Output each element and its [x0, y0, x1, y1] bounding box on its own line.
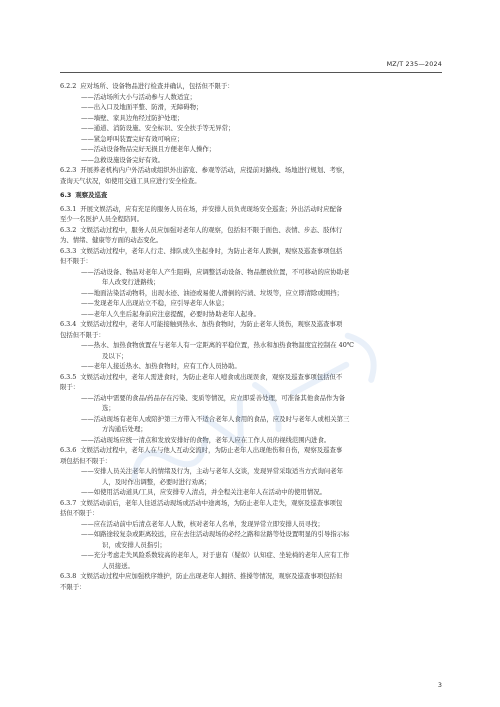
document-line — [60, 393, 444, 404]
clause-text: ——活动场所大小与活动参与人数适宜； — [81, 92, 197, 101]
clause-text: ——发现老年人出现站立不稳，应引导老年人休息； — [81, 299, 228, 307]
document-line — [60, 123, 444, 134]
clause-text: ——紧急呼叫装置完好有效可响应； — [81, 134, 184, 143]
document-body — [60, 81, 444, 592]
clause-number: 6.3.2 — [60, 225, 77, 234]
clause-text: ——活动中需要的食品/药品存在污染、变质等情况，应立即妥善处理，可准备其他食品作为备 — [81, 393, 346, 402]
clause-number: 6.3.4 — [60, 320, 77, 328]
clause-number: 6.3.8 — [60, 572, 77, 580]
document-line — [60, 571, 444, 582]
section-heading — [60, 190, 444, 201]
clause-number: 6.3.3 — [60, 246, 77, 255]
document-line — [60, 340, 444, 351]
clause-text: 文娱活动过程中，老年人可能接触到热水、加热食物时，为防止老年人烫伤，观察及巡查事项 — [80, 320, 343, 328]
document-line — [60, 309, 444, 320]
clause-text: 文娱活动过程中，服务人员应加强对老年人的观察，包括但不限于面色、表情、步态、肢体行 — [80, 225, 343, 234]
document-line — [60, 550, 444, 561]
document-line — [60, 144, 444, 155]
document-line — [60, 214, 444, 225]
document-line — [60, 361, 444, 372]
document-line — [60, 330, 444, 341]
clause-number: 6.3.6 — [60, 446, 77, 454]
clause-text: ——出入口及地面平整、防滑，无障碍物； — [81, 103, 203, 111]
document-line — [60, 508, 444, 519]
document-line — [60, 519, 444, 530]
clause-number: 6.3.5 — [60, 372, 77, 381]
document-line — [60, 277, 444, 288]
document-line — [60, 424, 444, 435]
document-line — [60, 204, 444, 215]
clause-text: ——如使用活动道具/工具，应安排专人清点，并全程关注老年人在活动中的使用情况。 — [81, 488, 326, 496]
clause-text: ——活动设备、物品对老年人产生阻碍，应调整活动设备、物品摆放位置，不可移动的应协助老 — [81, 267, 350, 276]
clause-text: 文娱活动过程中，老年人在与他人互动交流时，为防止老年人出现他伤和自伤，观察及巡查事 — [80, 446, 343, 454]
document-line — [60, 414, 444, 425]
document-line — [60, 582, 444, 593]
document-line — [60, 351, 444, 362]
document-line — [60, 256, 444, 267]
document-line — [60, 445, 444, 456]
clause-text: ——热水、加热食物放置在与老年人有一定距离的平稳位置，热水和加热食物温度宜控制在 40℃ — [81, 341, 354, 349]
clause-text: 限于： — [60, 383, 80, 391]
clause-number: 6.3.1 — [60, 204, 77, 213]
clause-text: ——活动现场有老年人或陪护第三方带入不适合老年人食用的食品，应及时与老年人或相关第三 — [81, 414, 350, 423]
document-line — [60, 561, 444, 572]
document-line — [60, 176, 444, 187]
clause-text: 应对场所、设备物品进行检查并确认，包括但不限于： — [80, 82, 234, 90]
clause-text: ——老年人接近热水、加热食物时，应有工作人员协助。 — [81, 362, 241, 370]
clause-text: ——安排人员关注老年人的情绪及行为，主动与老年人交谈，发现异常采取适当方式询问老年 — [81, 467, 344, 475]
header-rule — [60, 72, 442, 73]
document-line — [60, 165, 444, 176]
clause-text: 文娱活动过程中应加强秩序维护，防止出现老年人拥挤、推搡等情况，观察及巡查事项包括但 — [80, 572, 343, 580]
document-line — [60, 81, 444, 92]
document-line — [60, 225, 444, 236]
document-line — [60, 372, 444, 383]
clause-text: 为、情绪、健康等方面的动态变化。 — [60, 236, 163, 244]
clause-text: ——如路途较复杂或距离较远，应在去往活动现场的必经之路和岔路等处设置明显的引导指示标 — [81, 530, 350, 538]
document-line — [60, 403, 444, 414]
clause-text: 开展养老机构内户外活动或组织外出游览、参观等活动，应提前对路线、场地进行规划、考察， — [80, 166, 349, 174]
clause-text: 人员接送。 — [102, 561, 134, 570]
clause-text: 观察及巡查 — [75, 191, 108, 199]
clause-text: 年人改变行进路线； — [102, 278, 160, 286]
clause-number: 6.2.2 — [60, 82, 77, 90]
clause-text: ——地面沾染活动物料，出现水迹、油迹或易使人滑倒的污渍、垃圾等，应立即清除或围挡； — [81, 288, 344, 297]
clause-text: ——通道、消防设施、安全标识、安全扶手等无异常； — [81, 124, 235, 132]
clause-number: 6.3.7 — [60, 498, 77, 507]
clause-text: 但不限于： — [60, 257, 92, 265]
standard-number: MZ/T 235—2024 — [386, 60, 442, 68]
clause-text: ——充分考虑走失风险系数较高的老年人，对于患有（疑似）认知症、坐轮椅的老年人应有工作 — [81, 551, 350, 559]
document-line — [60, 319, 444, 330]
document-line — [60, 134, 444, 145]
clause-text: 方沟通后处理； — [102, 425, 147, 433]
clause-text: 包括但不限于： — [60, 330, 105, 339]
document-line — [60, 246, 444, 257]
clause-text: ——急救设施设备完好有效。 — [81, 155, 165, 164]
page-number: 3 — [437, 681, 442, 689]
document-line — [60, 235, 444, 246]
clause-text: 括但不限于： — [60, 509, 99, 517]
document-line — [60, 487, 444, 498]
clause-text: 选； — [102, 404, 115, 412]
clause-text: 不限于： — [60, 582, 86, 591]
document-line — [60, 102, 444, 113]
document-line — [60, 529, 444, 540]
clause-text: 查询天气状况，如使用交通工具应进行安全检查。 — [60, 176, 201, 185]
clause-text: 及以下； — [102, 351, 128, 360]
document-line — [60, 456, 444, 467]
document-line — [60, 498, 444, 509]
document-line — [60, 288, 444, 299]
clause-text: ——活动设备物品完好无损且方便老年人操作； — [81, 145, 216, 153]
clause-text: 识，或安排人员指引； — [102, 540, 166, 549]
clause-text: 人，及时作出调整，必要时进行劝离； — [102, 477, 211, 486]
document-line — [60, 298, 444, 309]
document-line — [60, 92, 444, 103]
document-line — [60, 113, 444, 124]
clause-text: ——应在活动前中后清点老年人人数，核对老年人名单，发现异常立即安排人员寻找； — [81, 519, 324, 528]
clause-text: ——活动现场应统一清点和发放安排好的食物，老年人应在工作人员的视线范围内进食。 — [81, 435, 331, 444]
document-line — [60, 382, 444, 393]
clause-text: ——墙壁、家具边角经过防护处理； — [81, 113, 184, 122]
document-line — [60, 267, 444, 278]
clause-text: 开展文娱活动，应有充足的服务人员在场，并安排人员负责现场安全巡查；外出活动时应配备 — [80, 204, 343, 213]
document-line — [60, 540, 444, 551]
clause-text: 文娱活动过程中，老年人需进食时，为防止老年人噎食或出现误食，观察及巡查事项包括但不 — [80, 372, 343, 381]
document-line — [60, 435, 444, 446]
clause-text: 项包括但不限于： — [60, 456, 112, 465]
clause-text: 至少一名医护人员全程陪同。 — [60, 215, 144, 223]
clause-text: 文娱活动前后，老年人往返活动现场或活动中途离场，为防止老年人走失，观察及巡查事项包 — [80, 498, 343, 507]
document-line — [60, 155, 444, 166]
clause-number: 6.3 — [60, 191, 72, 199]
clause-text: ——老年人久坐后起身前应注意提醒，必要时协助老年人起身。 — [81, 309, 260, 318]
clause-text: 文娱活动过程中，老年人行走、排队或久坐起身时，为防止老年人跌倒，观察及巡查事项包括 — [80, 246, 343, 255]
document-line — [60, 466, 444, 477]
clause-number: 6.2.3 — [60, 166, 77, 174]
document-line — [60, 477, 444, 488]
